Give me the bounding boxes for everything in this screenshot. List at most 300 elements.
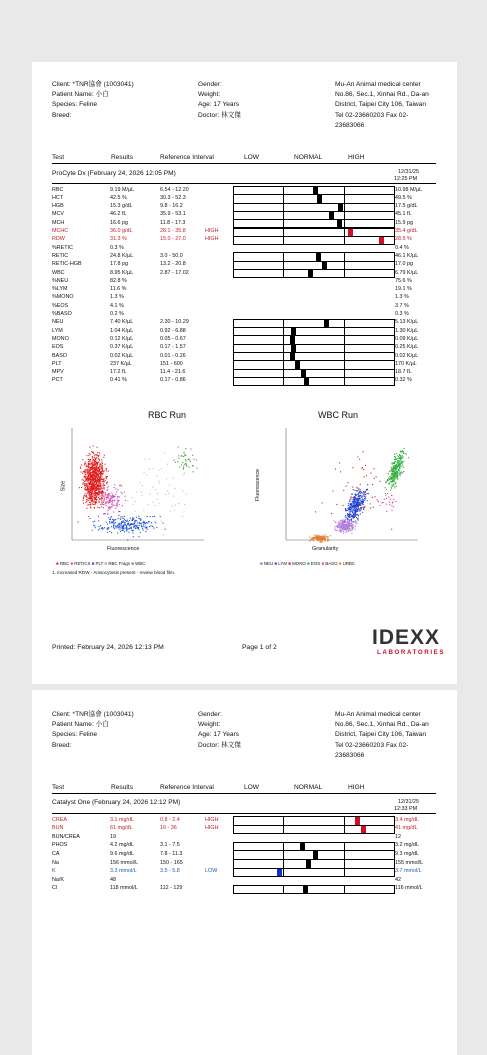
previous-result: 0.02 K/µL [395,352,419,359]
previous-result: 3.7 mmol/L [395,868,422,875]
test-result: 0.41 % [110,377,127,384]
result-marker [301,370,306,377]
legend-rbc: RBC [59,561,70,566]
test-name: Na [52,859,59,866]
previous-result: 0.25 K/µL [395,344,419,351]
result-marker [303,886,308,894]
wbc-run-title: WBC Run [318,410,359,420]
test-result: 237 K/µL [110,360,132,367]
test-name: NEU [52,319,64,326]
test-name: RDW [52,236,65,243]
header-rule [52,163,436,164]
previous-result: 19.1 % [395,286,412,293]
range-divider [344,886,345,894]
previous-result: 17.0 pg [395,261,413,268]
test-result: 1.3 % [110,294,124,301]
result-marker [324,320,329,327]
test-name: BASO [52,352,67,359]
result-marker [277,869,282,877]
result-flag: LOW [205,868,218,875]
result-marker [313,851,318,859]
clinic-line: District, Taipei City 106, Taiwan [335,101,427,109]
reference-interval: 28.1 - 35.8 [160,228,186,234]
test-name: HCT [52,194,64,201]
test-result: 3.1 mg/dL [110,816,134,823]
test-result: 9.6 mg/dL [110,850,134,857]
pet-info [198,80,241,121]
species-label: Species: [52,731,78,739]
breed-label: Breed: [52,741,72,749]
test-result: 36.0 g/dL [110,228,133,234]
range-divider [283,851,284,859]
section-rule [52,183,436,184]
weight-label: Weight: [198,91,221,99]
rbc-cluster [79,446,110,518]
range-divider [344,843,345,851]
test-name: RBC [52,186,64,193]
range-divider [283,826,284,834]
test-result: 48 [110,876,116,883]
result-marker [329,212,334,219]
reference-interval: 35.9 - 53.1 [160,211,186,218]
reference-interval: 0.01 - 0.26 [160,352,186,359]
range-divider [283,262,284,269]
range-divider [344,187,345,194]
test-result: 4.2 mg/dL [110,842,134,849]
test-name: K [52,868,56,875]
result-marker [361,826,366,834]
range-divider [344,212,345,219]
legend-urbc: URBC [342,561,356,566]
test-name: Cl [52,885,58,892]
reference-interval: 11.4 - 21.6 [160,369,186,376]
legend-lym: LYM [278,561,287,566]
section-title: Catalyst One (February 24, 2026 12:12 PM) [52,799,181,806]
result-marker [338,204,343,211]
range-divider [283,345,284,352]
section-date: 12/31/25 [398,169,419,175]
clinic-info-2 [335,710,429,761]
result-marker [295,361,300,368]
legend-plt: PLT [95,561,104,566]
range-divider [344,370,345,377]
range-divider [344,826,345,834]
wbc-x-label: Granularity [312,546,339,552]
test-name: %LYM [52,286,68,293]
range-divider [283,353,284,360]
range-bar [233,825,395,835]
previous-result: 42 [395,876,401,883]
range-bar [233,269,395,278]
previous-result: 0.09 K/µL [395,335,419,342]
test-result: 156 mmol/L [110,859,139,866]
retics-cluster [99,484,126,517]
range-divider [344,378,345,385]
section-title: ProCyte Dx (February 24, 2026 12:05 PM) [52,170,176,177]
reference-interval: 2.87 - 17.02 [160,269,189,276]
urbc-cluster [309,534,331,543]
reference-interval: 0.92 - 6.88 [160,327,186,334]
col-normal: NORMAL [294,154,323,161]
baso-cluster [380,493,397,512]
reference-interval: 0.17 - 1.57 [160,344,186,351]
test-result: 19 [110,833,116,840]
client-value: *TNR協會 (1003041) [72,81,134,88]
range-divider [283,220,284,227]
range-divider [283,370,284,377]
wbc-legend: ■ NEU ■ LYM ■ MONO ■ EOS ■ BASO ■ URBC [260,561,356,566]
test-name: Na/K [52,876,64,883]
doctor-label: Doctor: [198,741,220,749]
clinic-line: Tel 02-23660203 Fax 02- [335,741,409,749]
test-name: %BASO [52,311,72,317]
range-bar [233,377,395,386]
page-number: Page 1 of 2 [242,644,277,651]
client-value: *TNR協會 (1003041) [72,711,134,718]
test-name: RETIC-HGB [52,261,82,268]
range-divider [283,817,284,825]
reference-interval: 16 - 36 [160,825,177,832]
result-marker [290,353,295,360]
clinic-line: 23683066 [335,751,365,759]
result-marker [291,328,296,335]
result-marker [348,229,353,236]
range-divider [344,869,345,877]
lym-cluster [334,518,358,534]
legend-eos: EOS [310,561,321,566]
range-divider [344,229,345,236]
gender-label: Gender: [198,711,222,718]
reference-interval: 0.05 - 0.67 [160,335,186,342]
range-divider [283,195,284,202]
section-time: 12:25 PM [394,176,418,182]
reference-interval: 3.1 - 7.5 [160,842,180,849]
age-label: Age: [198,731,212,739]
range-divider [283,361,284,368]
range-divider [344,353,345,360]
reference-interval: 150 - 165 [160,859,183,866]
clinic-line: District, Taipei City 106, Taiwan [335,731,427,739]
previous-result: 28.5 % [395,236,412,243]
rbc-run-scatter [56,420,206,555]
previous-result: 17.5 g/dL [395,203,418,210]
test-result: 24.8 K/µL [110,252,134,259]
test-result: 0.37 K/µL [110,344,134,351]
wbc-cluster [174,447,198,473]
test-name: %RETIC [52,244,73,251]
col-low: LOW [244,154,260,161]
previous-result: 5.13 K/µL [395,319,419,326]
result-marker [355,817,360,825]
range-divider [344,817,345,825]
reference-interval: 2.30 - 10.29 [160,319,189,326]
col-results: Results [111,784,133,791]
col-reference: Reference Interval [160,154,214,161]
previous-result: 1.3 % [395,294,409,301]
range-divider [283,187,284,194]
wbc-y-label: Fluorescence [255,468,262,502]
range-divider [283,886,284,894]
range-divider [283,253,284,260]
previous-result: 18.7 fL [395,369,412,376]
gender-label: Gender: [198,81,222,88]
report-page-2 [32,690,457,1055]
test-result: 7.40 K/µL [110,319,134,326]
eos-cluster [385,448,409,494]
test-result: 4.1 % [110,302,124,309]
range-divider [283,378,284,385]
weight-label: Weight: [198,721,221,729]
col-normal: NORMAL [294,784,323,791]
age-label: Age: [198,101,212,109]
range-divider [283,237,284,244]
reference-interval: 15.0 - 27.0 [160,236,186,243]
previous-result: 3.2 mg/dL [395,842,419,849]
range-divider [283,229,284,236]
result-marker [313,187,318,194]
result-marker [304,378,309,385]
result-marker [317,195,322,202]
test-name: MPV [52,369,64,376]
col-results: Results [111,154,133,161]
result-marker [316,253,321,260]
range-divider [344,270,345,277]
previous-result: 0.4 % [395,244,409,251]
wbc-run-scatter [270,420,420,555]
previous-result: 116 mmol/L [395,885,423,892]
rbc-y-label: Size [60,480,67,492]
legend-mono: MONO [292,561,306,566]
reference-interval: 30.3 - 52.3 [160,194,186,201]
previous-result: 0.32 % [395,377,412,384]
range-divider [283,843,284,851]
test-name: MONO [52,335,69,342]
test-name: MCHC [52,228,69,234]
previous-result: 1.30 K/µL [395,327,419,334]
species-value: Feline [79,101,98,109]
range-bar [233,885,395,895]
reference-interval: 13.2 - 20.8 [160,261,186,268]
result-flag: HIGH [205,816,219,823]
test-name: BUN [52,825,64,832]
range-bar [233,236,395,245]
legend-neu: NEU [263,561,274,566]
test-result: 1.04 K/µL [110,327,134,334]
clinic-line: Tel 02-23660203 Fax 02- [335,111,409,119]
doctor-value: 林文傑 [221,741,241,749]
section-time: 12:33 PM [394,806,418,812]
previous-result: 35.4 g/dL [395,228,418,234]
reference-interval: 6.54 - 12.20 [160,186,189,193]
rbc-x-label: Fluorescence [107,546,140,552]
test-name: LYM [52,327,63,334]
rbc-legend: ■ RBC ■ RETICS ■ PLT ■ RBC Frags ■ WBC [56,561,146,566]
previous-result: 6.79 K/µL [395,269,419,276]
test-name: PHOS [52,842,68,849]
previous-result: 15.9 pg [395,219,413,226]
test-result: 42.5 % [110,194,127,201]
range-divider [283,860,284,868]
reference-interval: 9.8 - 16.2 [160,203,183,210]
test-name: HGB [52,203,64,210]
clinic-line: No.86, Sec.1, Xinhai Rd., Da-an [335,721,429,729]
test-name: CREA [52,816,67,823]
reference-interval: 11.8 - 17.3 [160,219,186,226]
reference-interval: 3.0 - 50.0 [160,252,183,259]
patient-value: 小白 [95,721,109,729]
test-result: 61 mg/dL [110,825,133,832]
range-divider [344,220,345,227]
range-divider [344,204,345,211]
previous-result: 12 [395,833,401,840]
range-divider [283,869,284,877]
range-divider [283,336,284,343]
previous-result: 3.4 mg/dL [395,816,419,823]
test-name: %MONO [52,294,74,301]
range-divider [344,320,345,327]
previous-result: 9.3 mg/dL [395,850,419,857]
species-label: Species: [52,101,78,109]
result-marker [337,220,342,227]
range-divider [283,204,284,211]
idexx-logo-sub: LABORATORIES [377,649,446,656]
result-marker [379,237,384,244]
range-divider [283,320,284,327]
clinic-line: No.86, Sec.1, Xinhai Rd., Da-an [335,91,429,99]
test-name: MCH [52,219,65,226]
test-result: 0.02 K/µL [110,352,134,359]
result-marker [322,262,327,269]
reference-interval: 151 - 600 [160,360,183,367]
patient-value: 小白 [95,91,109,99]
test-result: 46.2 fL [110,211,127,218]
client-info [52,80,134,121]
test-name: %NEU [52,277,69,284]
report-page-1 [32,62,457,684]
result-flag: HIGH [205,236,219,243]
col-test: Test [52,784,65,791]
pet-info-2 [198,710,241,751]
test-name: PLT [52,360,62,367]
previous-result: 3.7 % [395,302,409,309]
age-value: 17 Years [213,101,240,109]
previous-result: 10.98 M/µL [395,186,423,193]
test-result: 11.6 % [110,286,127,293]
rbc-run-title: RBC Run [148,410,187,420]
col-high: HIGH [348,784,365,791]
test-result: 31.3 % [110,236,127,243]
test-name: WBC [52,269,65,276]
range-bar [233,868,395,878]
result-marker [291,345,296,352]
section-rule [52,813,436,814]
previous-result: 155 mmol/L [395,859,424,866]
previous-result: 41 mg/dL [395,825,418,832]
test-name: RETIC [52,252,69,259]
test-result: 0.2 % [110,311,124,317]
legend-rbc-frags: RBC Frags [108,561,131,566]
reference-interval: 0.8 - 2.4 [160,816,180,823]
reference-interval: 7.8 - 11.3 [160,850,183,857]
legend-wbc: WBC [135,561,146,566]
test-name: BUN/CREA [52,833,80,840]
species-value: Feline [79,731,98,739]
result-marker [290,336,295,343]
doctor-value: 林文傑 [221,111,241,119]
test-result: 0.3 % [110,244,124,251]
col-low: LOW [244,784,260,791]
result-marker [308,270,313,277]
range-divider [344,328,345,335]
header-rule [52,793,436,794]
range-divider [283,270,284,277]
col-high: HIGH [348,154,365,161]
previous-result: 0.3 % [395,311,409,317]
range-divider [344,262,345,269]
col-reference: Reference Interval [160,784,214,791]
result-flag: HIGH [205,825,219,832]
reference-interval: 0.17 - 0.86 [160,377,186,384]
test-name: MCV [52,211,64,218]
result-marker [306,860,311,868]
test-result: 8.95 K/µL [110,269,134,276]
legend-retics: RETICS [74,561,91,566]
legend-baso: BASO [325,561,338,566]
plt-cluster [78,511,166,541]
clinic-line: Mu-An Animal medical center [335,81,421,88]
range-divider [344,237,345,244]
test-name: PCT [52,377,63,384]
test-name: CA [52,850,60,857]
mono-cluster [315,451,404,532]
reference-interval: 3.5 - 5.8 [160,868,180,875]
range-divider [344,851,345,859]
client-label: Client: [52,711,71,718]
client-info-2 [52,710,134,751]
range-divider [344,195,345,202]
test-result: 15.3 g/dL [110,203,133,210]
patient-label: Patient Name: [52,91,94,99]
test-result: 118 mmol/L [110,885,138,892]
range-divider [283,328,284,335]
result-flag: HIGH [205,228,219,234]
test-name: %EOS [52,302,69,309]
client-label: Client: [52,81,71,88]
previous-result: 170 K/µL [395,360,417,367]
previous-result: 46.1 K/µL [395,252,419,259]
test-result: 3.3 mmol/L [110,868,137,875]
reference-interval: 112 - 129 [160,885,183,892]
breed-label: Breed: [52,111,72,119]
range-divider [283,212,284,219]
range-divider [344,361,345,368]
previous-result: 75.6 % [395,277,412,284]
printed-at: Printed: February 24, 2026 12:13 PM [52,644,164,651]
range-divider [344,253,345,260]
clinic-info [335,80,429,131]
range-divider [344,336,345,343]
result-marker [300,843,305,851]
col-test: Test [52,154,65,161]
test-result: 17.2 fL [110,369,127,376]
clinic-line: 23683066 [335,121,365,129]
previous-result: 45.1 fL [395,211,412,218]
section-date: 12/31/25 [398,799,419,805]
rbc-frags-cluster [121,452,187,535]
test-result: 17.8 pg [110,261,128,268]
patient-label: Patient Name: [52,721,94,729]
test-result: 9.19 M/µL [110,186,135,193]
